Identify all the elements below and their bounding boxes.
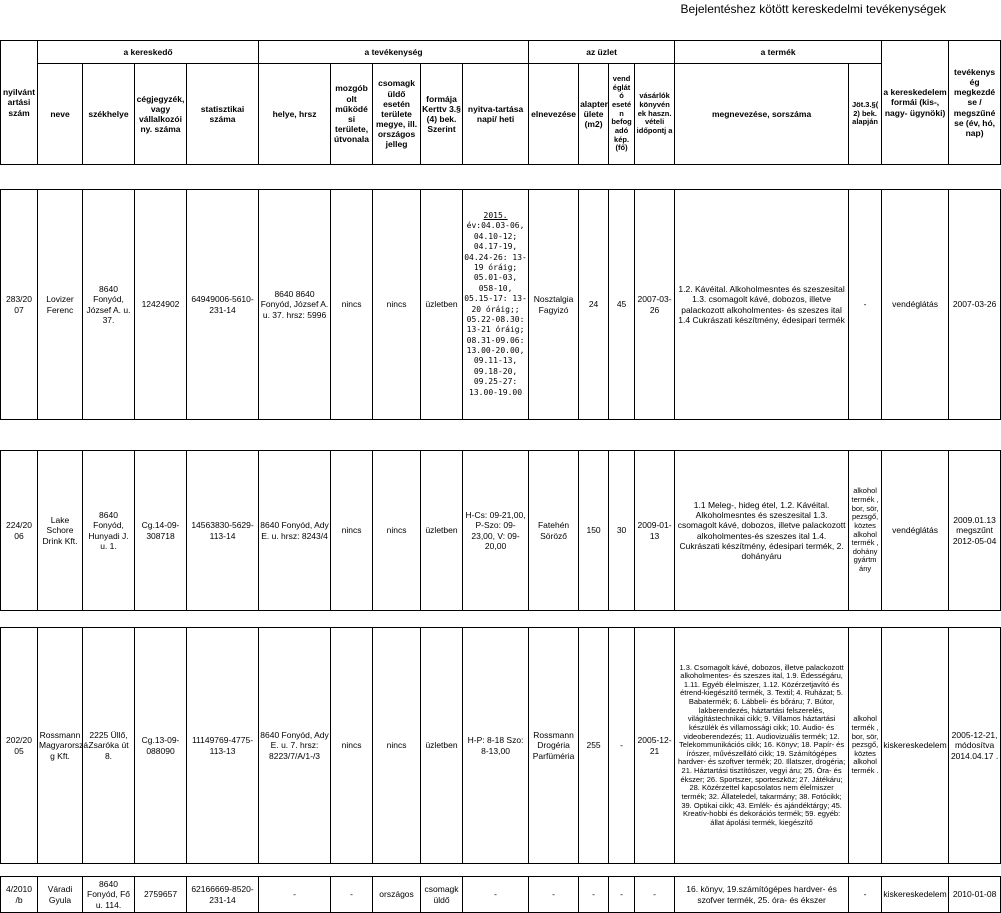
col-helye: helye, hrsz (259, 64, 331, 165)
cell-szekhelye: 2225 Üllő, Zsaróka út 8. (83, 628, 135, 864)
cell-helye: 8640 8640 Fonyód, József A. u. 37. hrsz: 5996 (259, 190, 331, 420)
col-szekhelye: székhelye (83, 64, 135, 165)
cell-mozgo: nincs (331, 190, 373, 420)
cell-formaja: üzletben (421, 190, 463, 420)
cell-statisztikai: 14563830-5629-113-14 (187, 451, 259, 611)
cell-vasarlok: 2009-01-13 (635, 451, 675, 611)
cell-keresk-formai: vendéglátás (882, 451, 949, 611)
cell-nyilv: 202/20 05 (1, 628, 38, 864)
cell-helye: - (259, 877, 331, 913)
cell-nyitva (463, 190, 529, 420)
cell-formaja: csomagk üldő (421, 877, 463, 913)
cell-szekhelye: 8640 Fonyód, József A. u. 37. (83, 190, 135, 420)
cell-megnevezese: 1.1 Meleg-, hideg étel, 1.2. Kávéital. Alkoholmesntes és szeszesital 1.3. csomagolt kávé, dobozos, illetve palackozott alkoholmentes-és szeszes ital 1.4. Cukrászati készítmény, édesipari termék, 2. dohányáru (675, 451, 849, 611)
cell-nyitva: H-Cs: 09-21,00, P-Szo: 09-23,00, V: 09-20,00 (463, 451, 529, 611)
cell-megkezdese: 2010-01-08 (949, 877, 1001, 913)
cell-jot: - (849, 190, 882, 420)
group-tevekenyseg: a tevékenység (259, 41, 529, 64)
col-alapterulete: alapter ülete (m2) (579, 64, 609, 165)
cell-jot: alkohol termék , bor, sör, pezsgő, köztes alkohol termék . (849, 628, 882, 864)
table-row (1, 451, 1001, 611)
cell-mozgo: nincs (331, 628, 373, 864)
col-neve: neve (38, 64, 83, 165)
cell-alapterulete: 255 (579, 628, 609, 864)
col-nyilv: nyilvánt artási szám (1, 41, 38, 165)
cell-szekhelye: 8640 Fonyód, Fő u. 114. (83, 877, 135, 913)
cell-vasarlok: 2007-03-26 (635, 190, 675, 420)
cell-cegjegyzek: Cg.13-09-088090 (135, 628, 187, 864)
cell-vasarlok: 2005-12-21 (635, 628, 675, 864)
col-statisztikai: statisztikai száma (187, 64, 259, 165)
cell-nyilv: 224/20 06 (1, 451, 38, 611)
cell-vendeglato: - (609, 628, 635, 864)
cell-megnevezese: 1.3. Csomagolt kávé, dobozos, illetve palackozott alkoholmentes- és szeszes ital, 1.9. Édességáru, 1.11. Egyéb élelmiszer, 1.12. Közérzetjavító és étrend-kiegészítő termék, 3. Textil; 4. Ruházat; 5. Babatermék; 6. Lábbeli- és bőráru; 7. Bútor, lakberendezés, háztartási felszerelés, világítástechnikai cikk; 9. Villamos háztartási készülék és villamossági cikk; 10. Audio- és videoberendezés; 11. Audiovizuális termék; 12. Telekommunikációs cikk; 16. Könyv; 18. Papír- és írószer, művészellátó cikk; 19. Számítógépes hardver- és szoftver termék; 20. Illatszer, drogéria; 21. Háztartási tisztítószer, vegyi áru; 25. Óra- és ékszer; 26. Sportszer, sporteszköz; 27. Játékáru; 28. Közérzettel kapcsolatos nem élelmiszer termék; 32. Állateledel, takarmány; 38. Fotócikk; 39. Optikai cikk; 43. Emlék- és ajándéktárgy; 45. Kreatív-hobbi és dekorációs termék; 59. egyéb: állat ápolási termék, kiegészítő (675, 628, 849, 864)
col-vasarlok: vásárlók könyvén ek haszn. vételi időpontj a (635, 64, 675, 165)
cell-megkezdese: 2007-03-26 (949, 190, 1001, 420)
cell-keresk-formai: kiskereskedelem (882, 877, 949, 913)
cell-vendeglato: 30 (609, 451, 635, 611)
cell-szekhelye: 8640 Fonyód, Hunyadi J. u. 1. (83, 451, 135, 611)
cell-nyilv: 4/2010 /b (1, 877, 38, 913)
group-header-row (1, 41, 1001, 64)
col-jot: Jöt.3.§( 2) bek. alapján (849, 64, 882, 165)
col-elnevezese: elnevezése (529, 64, 579, 165)
cell-formaja: üzletben (421, 451, 463, 611)
cell-statisztikai: 11149769-4775-113-13 (187, 628, 259, 864)
cell-helye: 8640 Fonyód, Ady E. u. hrsz: 8243/4 (259, 451, 331, 611)
col-nyitva: nyitva-tartása napi/ heti (463, 64, 529, 165)
col-vendeglato: vend églát ó eseté n befog adó kép. (fő) (609, 64, 635, 165)
cell-keresk-formai: kiskereskedelem (882, 628, 949, 864)
cell-statisztikai: 64949006-5610-231-14 (187, 190, 259, 420)
cell-csomag: nincs (373, 628, 421, 864)
cell-mozgo: nincs (331, 451, 373, 611)
cell-cegjegyzek: Cg.14-09-308718 (135, 451, 187, 611)
cell-megnevezese: 1.2. Kávéital. Alkoholmesntes és szeszesital 1.3. csomagolt kávé, dobozos, illetve palackozott alkoholmentes- és szeszes ital 1.4 Cukrászati készítmény, édesipari termék (675, 190, 849, 420)
cell-elnevezese: - (529, 877, 579, 913)
col-mozgo: mozgób olt működé si területe, útvonala (331, 64, 373, 165)
cell-elnevezese: Rossmann Drogéria Parfüméria (529, 628, 579, 864)
cell-helye: 8640 Fonyód, Ady E. u. 7. hrsz: 8223/7/A/1-/3 (259, 628, 331, 864)
cell-neve: Lake Schore Drink Kft. (38, 451, 83, 611)
cell-megnevezese: 16. könyv, 19.számítógépes hardver- és szofver termék, 25. óra- és ékszer (675, 877, 849, 913)
group-kereskedo: a kereskedő (38, 41, 259, 64)
cell-nyitva: - (463, 877, 529, 913)
table-row (1, 190, 1001, 420)
table-row (1, 877, 1001, 913)
cell-alapterulete: 150 (579, 451, 609, 611)
cell-elnevezese: Nosztalgia Fagyizó (529, 190, 579, 420)
cell-mozgo: - (331, 877, 373, 913)
cell-elnevezese: Fatehén Söröző (529, 451, 579, 611)
cell-vendeglato: 45 (609, 190, 635, 420)
cell-jot: alkohol termék , bor, sör, pezsgő, köztes alkohol termék , dohány gyártm ány (849, 451, 882, 611)
cell-nyilv: 283/20 07 (1, 190, 38, 420)
col-csomag: csomagk üldő esetén területe megye, ill. országos jelleg (373, 64, 421, 165)
cell-alapterulete: - (579, 877, 609, 913)
cell-keresk-formai: vendéglátás (882, 190, 949, 420)
cell-csomag: nincs (373, 451, 421, 611)
cell-formaja: üzletben (421, 628, 463, 864)
group-termek: a termék (675, 41, 882, 64)
cell-csomag: nincs (373, 190, 421, 420)
cell-nyitva: H-P: 8-18 Szo: 8-13,00 (463, 628, 529, 864)
cell-megkezdese: 2009.01.13 megszűnt 2012-05-04 (949, 451, 1001, 611)
nyitva-year: 2015. (483, 210, 508, 220)
column-header-row (1, 64, 1001, 165)
col-megkezdese: tevékenys ég megkezdé se / megszűné se (év, hó, nap) (949, 41, 1001, 165)
cell-neve: Rossmann Magyarorszá g Kft. (38, 628, 83, 864)
cell-cegjegyzek: 12424902 (135, 190, 187, 420)
col-keresk-formai: a kereskedelem formái (kis-, nagy- ügynöki) (882, 41, 949, 165)
cell-alapterulete: 24 (579, 190, 609, 420)
register-table (0, 40, 1001, 913)
page-title: Bejelentéshez kötött kereskedelmi tevékenységek (680, 2, 946, 16)
cell-csomag: országos (373, 877, 421, 913)
table-row (1, 628, 1001, 864)
cell-cegjegyzek: 2759657 (135, 877, 187, 913)
cell-vasarlok: - (635, 877, 675, 913)
col-cegjegyzek: cégjegyzék, vagy vállalkozói ny. száma (135, 64, 187, 165)
group-uzlet: az üzlet (529, 41, 675, 64)
cell-neve: Lovizer Ferenc (38, 190, 83, 420)
cell-statisztikai: 62166669-8520-231-14 (187, 877, 259, 913)
cell-megkezdese: 2005-12-21, módosítva 2014.04.17 . (949, 628, 1001, 864)
cell-jot: - (849, 877, 882, 913)
cell-vendeglato: - (609, 877, 635, 913)
cell-neve: Váradi Gyula (38, 877, 83, 913)
col-formaja: formája Kerttv 3.§ (4) bek. Szerint (421, 64, 463, 165)
nyitva-text: év:04.03-06, 04.10-12; 04.17-19, 04.24-26: 13-19 óráig; 05.01-03, 058-10, 05.15-17: 13-20 óráig;; 05.22-08.30: 13-21 óráig; 08.31-09.06: 13.00-20.00, 09.11-13, 09.18-20, 09.25-27: 13.00-19.00 (464, 221, 527, 397)
col-megnevezese: megnevezése, sorszáma (675, 64, 849, 165)
